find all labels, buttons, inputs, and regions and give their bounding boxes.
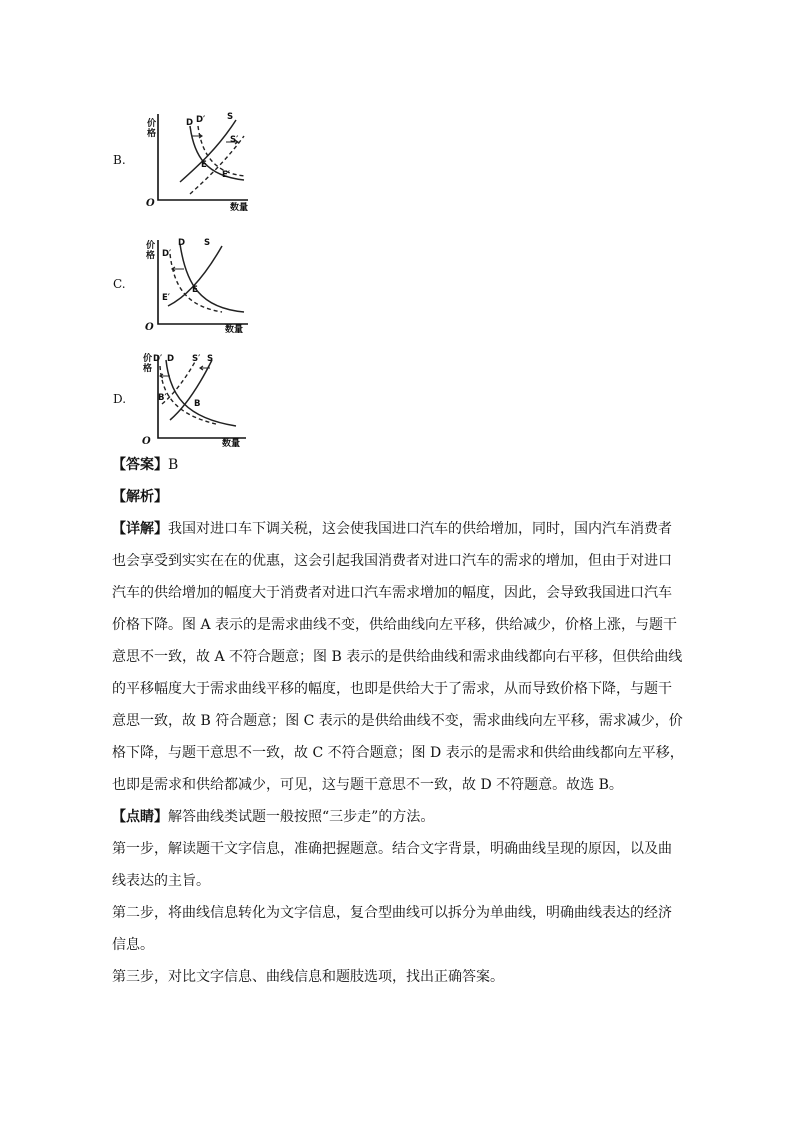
y-axis-label-2: 格: [143, 364, 153, 374]
tip-step: 第二步，将曲线信息转化为文字信息，复合型曲线可以拆分为单曲线，明确曲线表达的经济: [112, 905, 672, 921]
detail-line: 格下降，与题干意思不一致，故 C 不符合题意；图 D 表示的是需求和供给曲线都向左平移，: [112, 745, 684, 761]
detail-line: 【详解】我国对进口车下调关税，这会使我国进口汽车的供给增加，同时，国内汽车消费者: [112, 521, 672, 537]
y-axis-label-1: 价: [143, 354, 153, 364]
detail-line: 的平移幅度大于需求曲线平移的幅度，也即是供给大于了需求，从而导致价格下降，与题干: [112, 681, 672, 697]
curve-label-d: D: [178, 238, 186, 248]
detail-line: 意思一致，故 B 符合题意；图 C 表示的是供给曲线不变，需求曲线向左平移，需求减少，价: [112, 713, 683, 729]
origin-label: O: [145, 322, 154, 333]
answer-line: [112, 455, 178, 475]
curve-label-d: D: [186, 118, 194, 128]
origin-label: O: [142, 436, 151, 447]
y-axis-label-1: 价: [147, 119, 157, 129]
x-axis-label: 数量: [222, 439, 241, 449]
analysis-tag: 【解析】: [112, 489, 168, 505]
point-label-e: B: [194, 399, 201, 409]
demand-curve-d: [180, 244, 244, 312]
option-b-graph: [140, 106, 260, 212]
shift-arrow: [192, 134, 202, 138]
x-axis-label: 数量: [230, 203, 249, 212]
option-b-label: B.: [113, 153, 126, 167]
shift-arrow: [172, 267, 184, 271]
origin-label: O: [146, 198, 155, 209]
y-axis-label-2: 格: [146, 251, 156, 261]
axes: [158, 114, 248, 200]
curve-label-s2: S′: [192, 354, 201, 364]
tip-step: 第一步，解读题干文字信息，准确把握题意。结合文字背景，明确曲线呈现的原因，以及曲: [112, 841, 672, 857]
tip-step: 信息。: [112, 937, 154, 953]
y-axis-label-1: 价: [146, 241, 156, 251]
curve-label-s: S: [207, 354, 214, 364]
demand-curve-d: [166, 360, 236, 426]
tip-step: 线表达的主旨。: [112, 873, 210, 889]
option-d-label: D.: [113, 392, 127, 406]
y-axis-label-2: 格: [147, 129, 157, 139]
answer-value: B: [168, 457, 179, 473]
curve-label-d2: D′: [153, 354, 163, 364]
point-label-e2: E′: [222, 170, 231, 180]
answer-tag: 【答案】: [112, 457, 168, 473]
tip-line: 【点睛】解答曲线类试题一般按照“三步走”的方法。: [112, 809, 435, 825]
curve-label-d2: D′: [196, 115, 206, 125]
analysis-line: [112, 487, 168, 507]
tip-tag: 【点睛】: [112, 809, 168, 825]
option-d-graph: [140, 348, 260, 450]
supply-curve-s: [168, 246, 222, 306]
detail-line: 也会享受到实实在在的优惠，这会引起我国消费者对进口汽车的需求的增加，但由于对进口: [112, 553, 672, 569]
detail-line: 也即是需求和供给都减少，可见，这与题干意思不一致，故 D 不符题意。故选 B。: [112, 777, 623, 793]
curve-label-s: S: [227, 112, 234, 122]
point-label-e: E: [201, 160, 207, 170]
option-c-label: C.: [113, 277, 126, 291]
curve-label-s: S: [204, 238, 211, 248]
detail-line: 价格下降。图 A 表示的是需求曲线不变，供给曲线向左平移，供给减少，价格上涨，与题干: [112, 617, 678, 633]
x-axis-label: 数量: [225, 325, 244, 335]
curve-label-s2: S′: [230, 135, 239, 145]
curve-label-d: D: [167, 354, 175, 364]
detail-tag: 【详解】: [112, 521, 168, 537]
point-label-e2: B′: [158, 393, 167, 403]
detail-line: 汽车的供给增加的幅度大于消费者对进口汽车需求增加的幅度，因此，会导致我国进口汽车: [112, 585, 672, 601]
curve-label-d2: D′: [162, 249, 172, 259]
detail-line: 意思不一致，故 A 不符合题意；图 B 表示的是供给曲线和需求曲线都向右平移，但供给曲线: [112, 649, 683, 665]
point-label-e2: E′: [162, 293, 171, 303]
option-c-graph: [140, 232, 260, 336]
point-label-e: E: [192, 285, 198, 295]
tip-step: 第三步，对比文字信息、曲线信息和题肢选项，找出正确答案。: [112, 969, 504, 985]
